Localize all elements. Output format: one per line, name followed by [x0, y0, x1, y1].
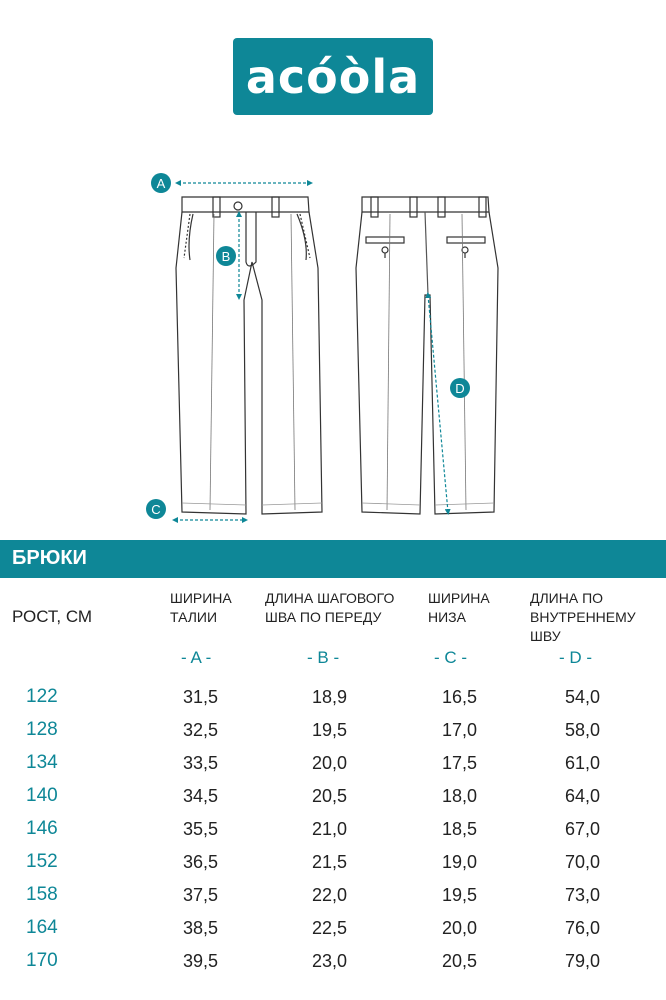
measurement-lines [175, 183, 448, 520]
table-cell: 19,0 [441, 852, 477, 872]
table-cell: 16,5 [441, 687, 477, 707]
table-cell: 36,5 [182, 852, 218, 872]
brand-logo-text: acóòla [245, 49, 421, 104]
column-header-line2: ШВА ПО ПЕРЕДУ [265, 609, 382, 625]
table-cell: 37,5 [182, 885, 218, 905]
trousers-diagram [0, 150, 666, 530]
column-header-line1: ДЛИНА ШАГОВОГО [265, 590, 395, 606]
column-header-line2: ТАЛИИ [170, 609, 218, 625]
table-cell: 20,0 [441, 918, 477, 938]
brand-logo [233, 38, 433, 115]
column-code-0: - A - [181, 648, 212, 667]
table-cell: 70,0 [564, 852, 600, 872]
table-cell: 35,5 [182, 819, 218, 839]
table-cell: 32,5 [182, 720, 218, 740]
table-cell: 38,5 [182, 918, 218, 938]
table-cell: 18,9 [311, 687, 347, 707]
table-cell: 17,0 [441, 720, 477, 740]
row-header-label: РОСТ, СМ [12, 607, 93, 626]
column-header-0 [170, 589, 232, 627]
table-cell: 73,0 [564, 885, 600, 905]
table-cell: 20,5 [441, 951, 477, 971]
table-cell: 64,0 [564, 786, 600, 806]
table-cell: 19,5 [311, 720, 347, 740]
column-header-1 [265, 589, 394, 627]
table-cell: 76,0 [564, 918, 600, 938]
row-height-label: 128 [26, 719, 58, 740]
column-header-line1: ШИРИНА [170, 590, 232, 606]
row-height-label: 158 [26, 884, 58, 905]
row-height-label: 170 [26, 950, 58, 971]
column-header-3 [530, 589, 666, 646]
table-cell: 67,0 [564, 819, 600, 839]
table-cell: 34,5 [182, 786, 218, 806]
table-cell: 20,0 [311, 753, 347, 773]
table-cell: 22,5 [311, 918, 347, 938]
table-cell: 79,0 [564, 951, 600, 971]
marker-c-label: C [151, 502, 161, 517]
row-height-label: 122 [26, 686, 58, 707]
marker-a [151, 173, 171, 193]
table-cell: 20,5 [311, 786, 347, 806]
table-cell: 21,0 [311, 819, 347, 839]
table-cell: 23,0 [311, 951, 347, 971]
row-height-label: 152 [26, 851, 58, 872]
row-height-label: 146 [26, 818, 58, 839]
row-height-label: 134 [26, 752, 58, 773]
column-code-2: - C - [434, 648, 468, 667]
table-cell: 58,0 [564, 720, 600, 740]
marker-d-label: D [455, 381, 465, 396]
section-banner [0, 540, 666, 578]
column-header-line2: НИЗА [428, 609, 466, 625]
table-cell: 31,5 [182, 687, 218, 707]
marker-d [450, 378, 470, 398]
marker-a-label: A [156, 176, 166, 191]
table-cell: 18,5 [441, 819, 477, 839]
trousers-back-drawing [356, 197, 498, 514]
table-cell: 39,5 [182, 951, 218, 971]
column-header-2 [428, 589, 490, 627]
table-cell: 54,0 [564, 687, 600, 707]
table-cell: 21,5 [311, 852, 347, 872]
column-header-line1: ШИРИНА [428, 590, 490, 606]
section-title: БРЮКИ [12, 547, 87, 569]
marker-b-label: B [221, 249, 231, 264]
column-code-3: - D - [559, 648, 593, 667]
table-cell: 19,5 [441, 885, 477, 905]
table-cell: 61,0 [564, 753, 600, 773]
column-header-line2: ВНУТРЕННЕМУ ШВУ [530, 609, 636, 644]
marker-b [216, 246, 236, 266]
table-cell: 22,0 [311, 885, 347, 905]
marker-c [146, 499, 166, 519]
row-height-label: 140 [26, 785, 58, 806]
column-code-1: - B - [307, 648, 340, 667]
table-cell: 18,0 [441, 786, 477, 806]
column-header-line1: ДЛИНА ПО [530, 590, 604, 606]
table-cell: 33,5 [182, 753, 218, 773]
row-height-label: 164 [26, 917, 58, 938]
trousers-front-drawing [176, 197, 322, 514]
table-cell: 17,5 [441, 753, 477, 773]
